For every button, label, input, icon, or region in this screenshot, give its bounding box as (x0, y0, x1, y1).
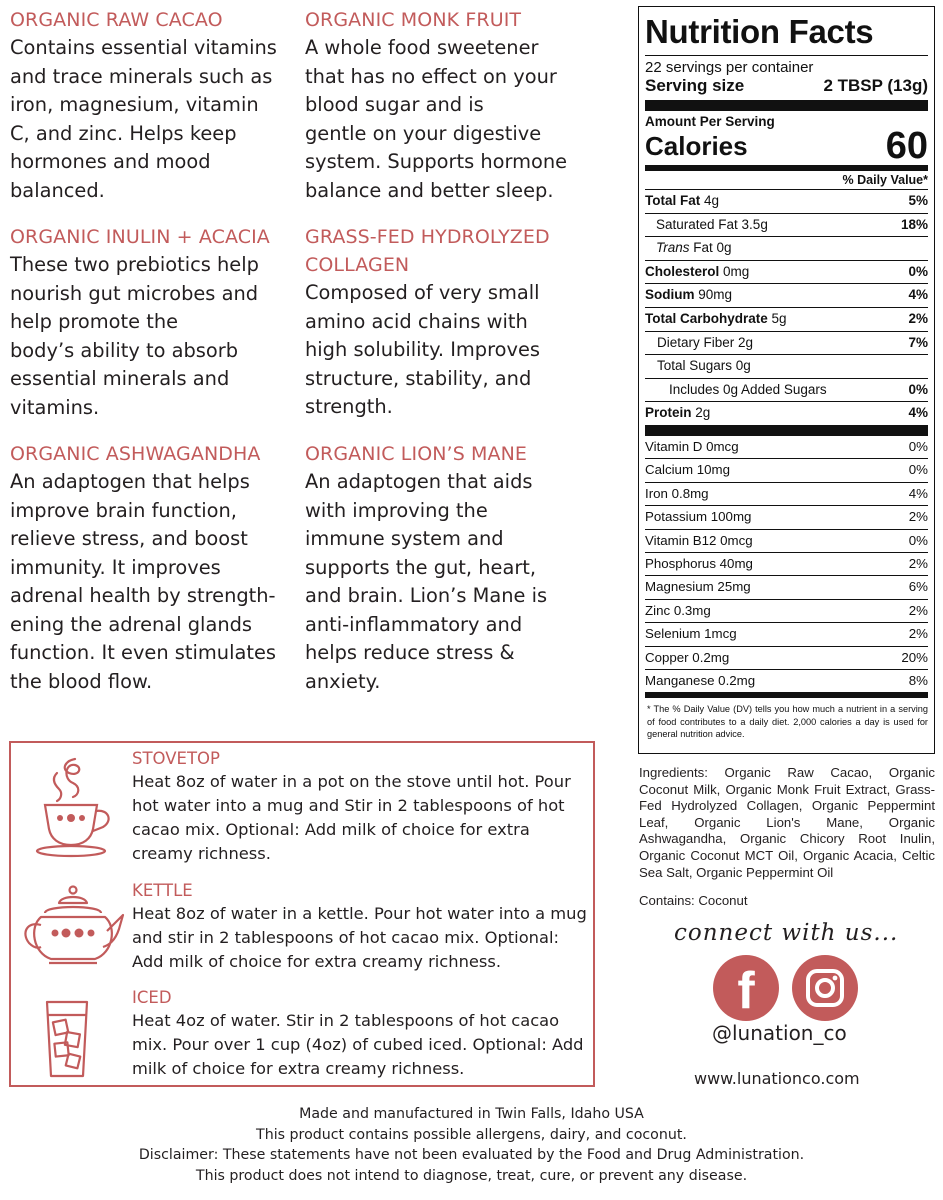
daily-value-footnote: * The % Daily Value (DV) tells you how much a nutrient in a serving of food contributes to a daily diet. 2,000 calories a day is used for general nutrition advice. (647, 704, 928, 740)
nutrient-row-dietary-fiber: Dietary Fiber 2g 7% (645, 332, 928, 356)
method-title: STOVETOP (132, 749, 220, 768)
info-text: An adaptogen that helps improve brain function, relieve stress, and boost immunity. It improves adrenal health by strength- ening the adrenal glands function. It even stimulates the blood flow. (10, 470, 276, 693)
nutrient-row-saturated-fat: Saturated Fat 3.5g 18% (645, 214, 928, 238)
nutrient-row-sodium: Sodium 90mg 4% (645, 284, 928, 308)
method-iced (132, 987, 594, 1081)
nutrient-row-protein: Protein 2g 4% (645, 405, 928, 421)
method-kettle (132, 880, 594, 974)
social-handle[interactable]: @lunation_co (712, 1021, 847, 1045)
info-title: ORGANIC MONK FRUIT (305, 9, 522, 31)
calories-row: Calories 60 (645, 125, 928, 167)
info-title: GRASS-FED HYDROLYZED COLLAGEN (305, 226, 550, 276)
info-title: ORGANIC ASHWAGANDHA (10, 443, 261, 465)
servings-per-container: 22 servings per container (645, 59, 814, 76)
vitamin-row: Zinc 0.3mg 2% (645, 600, 928, 623)
method-title: ICED (132, 988, 172, 1007)
website-link[interactable]: www.lunationco.com (694, 1069, 860, 1088)
vitamin-row: Phosphorus 40mg 2% (645, 553, 928, 576)
divider-thick (645, 425, 928, 436)
info-lions-mane (305, 440, 595, 696)
divider (645, 55, 928, 56)
info-text: Composed of very small amino acid chains with high solubility. Improves structure, stability, and strength. (305, 281, 541, 418)
divider-medium (645, 692, 928, 698)
nutrition-title: Nutrition Facts (645, 13, 874, 50)
vitamin-row: Magnesium 25mg 6% (645, 576, 928, 599)
info-text: An adaptogen that aids with improving the immune system and supports the gut, heart, and brain. Lion’s Mane is anti-inflammatory and helps reduce stress & anxiety. (305, 470, 548, 693)
iced-glass-icon (44, 999, 90, 1079)
ingredients-list: Ingredients: Organic Raw Cacao, Organic Coconut Milk, Organic Monk Fruit Extract, Grass-Fed Hydrolyzed Collagen, Organic Peppermint Leaf, Organic Lion's Mane, Organic Ashwagandha, Organic Chicory Root Inulin, Organic Coconut MCT Oil, Organic Acacia, Celtic Sea Salt, Organic Peppermint Oil (639, 765, 935, 880)
method-text: Heat 4oz of water. Stir in 2 tablespoons of hot cacao mix. Pour over 1 cup (4oz) of cubed iced. Optional: Add milk of choice for extra creamy richness. (132, 1011, 584, 1078)
serving-size: Serving size 2 TBSP (13g) (645, 76, 928, 95)
info-ashwagandha (10, 440, 295, 696)
contains-allergens: Contains: Coconut (639, 893, 748, 908)
info-raw-cacao (10, 6, 295, 205)
nutrient-row-trans-fat: Trans Fat 0g (645, 237, 928, 261)
nutrient-row-cholesterol: Cholesterol 0mg 0% (645, 261, 928, 285)
vitamin-row: Iron 0.8mg 4% (645, 483, 928, 506)
info-text: Contains essential vitamins and trace minerals such as iron, magnesium, vitamin C, and zinc. Helps keep hormones and mood balanced. (10, 36, 277, 202)
connect-heading: connect with us... (674, 920, 899, 946)
social-icons (713, 955, 858, 1021)
facebook-icon[interactable] (713, 955, 779, 1021)
vitamin-row: Vitamin B12 0mcg 0% (645, 530, 928, 553)
teapot-icon (19, 885, 127, 967)
vitamin-row: Manganese 0.2mg 8% (645, 673, 928, 688)
footer-line: This product does not intend to diagnose, treat, cure, or prevent any disease. (195, 1167, 748, 1184)
divider-thick (645, 100, 928, 111)
vitamin-row: Potassium 100mg 2% (645, 506, 928, 529)
info-inulin-acacia (10, 223, 295, 422)
instagram-glyph (805, 968, 845, 1008)
nutrition-facts-panel (638, 6, 935, 754)
method-text: Heat 8oz of water in a kettle. Pour hot water into a mug and stir in 2 tablespoons of hot cacao mix. Optional: Add milk of choice for extra creamy richness. (132, 904, 587, 971)
method-text: Heat 8oz of water in a pot on the stove until hot. Pour hot water into a mug and Stir in 2 tablespoons of hot cacao mix. Optional: Add milk of choice for extra creamy richness. (132, 772, 571, 863)
vitamin-row: Copper 0.2mg 20% (645, 647, 928, 670)
vitamin-row: Selenium 1mcg 2% (645, 623, 928, 646)
info-title: ORGANIC LION’S MANE (305, 443, 528, 465)
teacup-icon (35, 755, 117, 859)
footer-disclaimer (0, 1104, 943, 1186)
method-title: KETTLE (132, 881, 193, 900)
amount-per-serving: Amount Per Serving (645, 114, 775, 129)
footer-line: Made and manufactured in Twin Falls, Idaho USA (299, 1106, 644, 1122)
vitamin-row: Calcium 10mg 0% (645, 459, 928, 482)
facebook-glyph: f (737, 962, 755, 1020)
info-title: ORGANIC INULIN + ACACIA (10, 226, 270, 248)
vitamin-row: Vitamin D 0mcg 0% (645, 436, 928, 459)
instagram-icon[interactable] (792, 955, 858, 1021)
nutrient-row-added-sugars: Includes 0g Added Sugars 0% (645, 379, 928, 403)
info-monk-fruit (305, 6, 595, 205)
nutrient-row-total-sugars: Total Sugars 0g (645, 355, 928, 379)
daily-value-header: % Daily Value* (645, 171, 928, 190)
footer-line: This product contains possible allergens, dairy, and coconut. (256, 1126, 687, 1143)
method-stovetop (132, 748, 592, 866)
preparation-instructions (9, 741, 595, 1087)
info-text: A whole food sweetener that has no effect on your blood sugar and is gentle on your digestive system. Supports hormone balance and better sleep. (305, 36, 568, 202)
nutrient-row-total-fat: Total Fat 4g 5% (645, 190, 928, 214)
footer-line: Disclaimer: These statements have not been evaluated by the Food and Drug Administration. (138, 1147, 805, 1163)
nutrient-row-total-carbohydrate: Total Carbohydrate 5g 2% (645, 308, 928, 332)
info-collagen (305, 223, 595, 422)
info-title: ORGANIC RAW CACAO (10, 9, 223, 31)
info-text: These two prebiotics help nourish gut microbes and help promote the body’s ability to absorb essential minerals and vitamins. (10, 253, 259, 419)
